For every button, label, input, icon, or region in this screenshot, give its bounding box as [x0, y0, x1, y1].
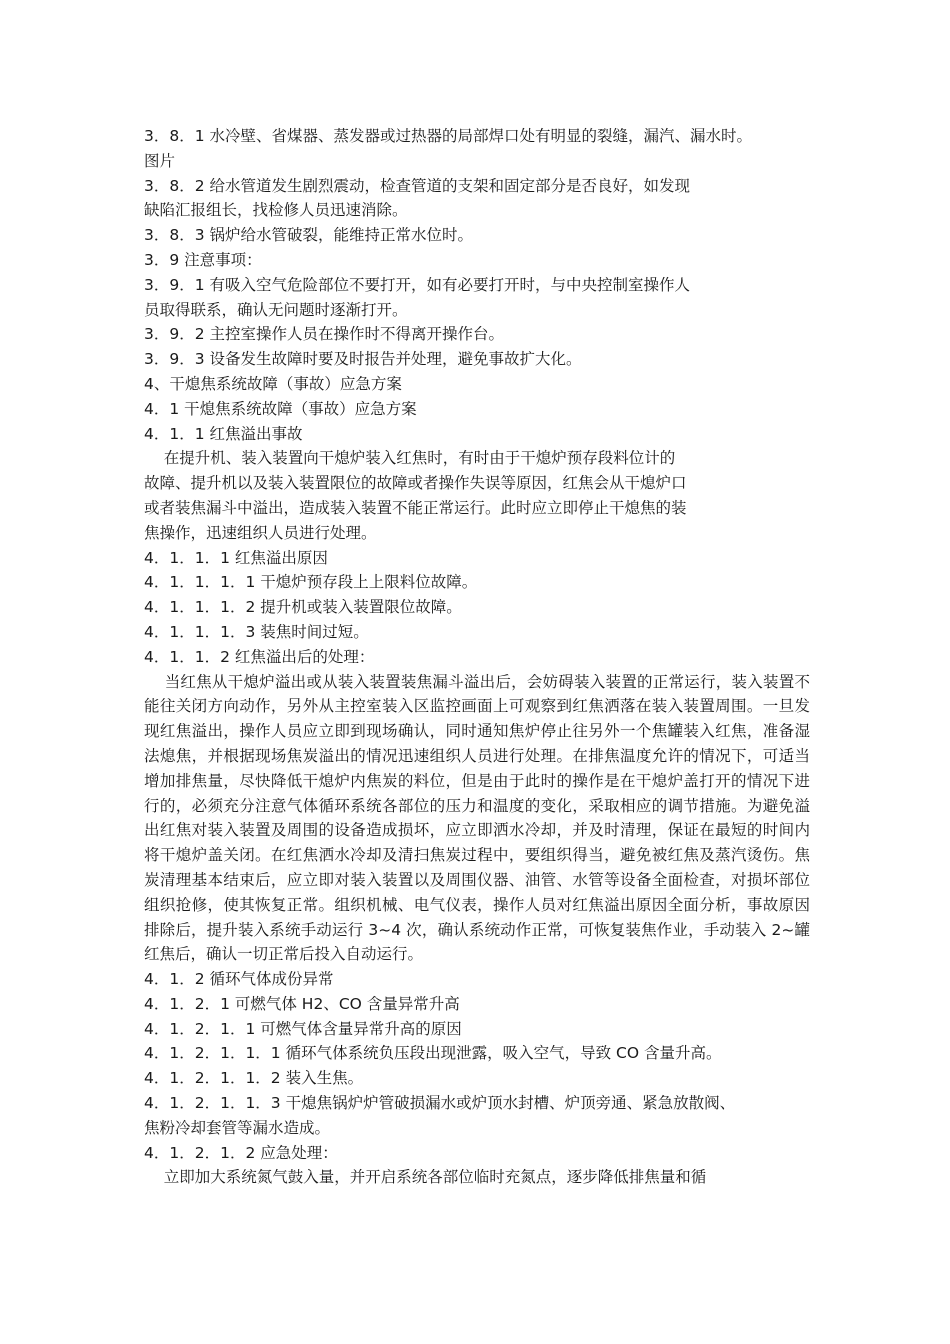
text-line: 4．1．1．1．1 干熄炉预存段上上限料位故障。	[144, 573, 478, 592]
text-line: 3．9．2 主控室操作人员在操作时不得离开操作台。	[144, 325, 505, 344]
text-line: 3．9 注意事项：	[144, 250, 262, 269]
text-line: 4．1．2 循环气体成份异常	[144, 970, 334, 989]
text-line: 4．1．1 红焦溢出事故	[144, 424, 303, 443]
text-line: 4．1．1．1．2 提升机或装入装置限位故障。	[144, 598, 462, 617]
text-line: 3．8．2 给水管道发生剧烈震动，检查管道的支架和固定部分是否良好，如发现	[144, 176, 691, 195]
text-line: 4．1 干熄焦系统故障（事故）应急方案	[144, 399, 417, 418]
text-line: 4．1．1．1 红焦溢出原因	[144, 548, 328, 567]
text-line: 4．1．1．2 红焦溢出后的处理：	[144, 647, 375, 666]
text-line: 在提升机、装入装置向干熄炉装入红焦时，有时由于干熄炉预存段料位计的	[144, 449, 676, 468]
text-line: 故障、提升机以及装入装置限位的故障或者操作失误等原因，红焦会从干熄炉口	[144, 474, 687, 493]
text-block-top	[144, 124, 810, 670]
text-line: 3．9．3 设备发生故障时要及时报告并处理，避免事故扩大化。	[144, 350, 582, 369]
text-line: 4．1．2．1．1 可燃气体含量异常升高的原因	[144, 1019, 462, 1038]
text-line: 4．1．1．1．3 装焦时间过短。	[144, 622, 369, 641]
text-line: 4、干熄焦系统故障（事故）应急方案	[144, 374, 402, 393]
text-line: 4．1．2．1．1．3 干熄焦锅炉炉管破损漏水或炉顶水封槽、炉顶旁通、紧急放散阀、	[144, 1094, 736, 1113]
text-line: 或者装焦漏斗中溢出，造成装入装置不能正常运行。此时应立即停止干熄焦的装	[144, 498, 687, 517]
text-block-bottom	[144, 967, 810, 1190]
text-line: 缺陷汇报组长，找检修人员迅速消除。	[144, 201, 408, 220]
text-line: 焦粉冷却套管等漏水造成。	[144, 1118, 331, 1137]
text-line: 3．9．1 有吸入空气危险部位不要打开，如有必要打开时，与中央控制室操作人	[144, 275, 691, 294]
text-line: 3．8．3 锅炉给水管破裂，能维持正常水位时。	[144, 226, 474, 245]
document-page	[144, 124, 810, 1190]
text-line: 焦操作，迅速组织人员进行处理。	[144, 523, 377, 542]
text-line: 员取得联系，确认无问题时逐渐打开。	[144, 300, 408, 319]
text-line: 图片	[144, 151, 176, 170]
text-line: 3．8．1 水冷壁、省煤器、蒸发器或过热器的局部焊口处有明显的裂缝，漏汽、漏水时。	[144, 127, 753, 145]
text-line: 4．1．2．1．1．1 循环气体系统负压段出现泄露，吸入空气，导致 CO 含量升高。	[144, 1044, 722, 1063]
text-line: 立即加大系统氮气鼓入量，并开启系统各部位临时充氮点，逐步降低排焦量和循	[144, 1168, 707, 1187]
text-line: 4．1．2．1．1．2 装入生焦。	[144, 1069, 364, 1088]
body-paragraph: 当红焦从干熄炉溢出或从装入装置装焦漏斗溢出后，会妨碍装入装置的正常运行，装入装置不能往关闭方向动作，另外从主控室装入区监控画面上可观察到红焦洒落在装入装置周围。一旦发现红焦溢出，操作人员应立即到现场确认，同时通知焦炉停止往另外一个焦罐装入红焦，准备湿法熄焦，并根据现场焦炭溢出的情况迅速组织人员进行处理。在排焦温度允许的情况下，可适当增加排焦量，尽快降低干熄炉内焦炭的料位，但是由于此时的操作是在干熄炉盖打开的情况下进行的，必须充分注意气体循环系统各部位的压力和温度的变化，采取相应的调节措施。为避免溢出红焦对装入装置及周围的设备造成损坏，应立即洒水冷却，并及时清理，保证在最短的时间内将干熄炉盖关闭。在红焦洒水冷却及清扫焦炭过程中，要组织得当，避免被红焦及蒸汽烫伤。焦炭清理基本结束后，应立即对装入装置以及周围仪器、油管、水管等设备全面检查，对损坏部位组织抢修，使其恢复正常。组织机械、电气仪表，操作人员对红焦溢出原因全面分析，事故原因排除后，提升装入系统手动运行 3~4 次，确认系统动作正常，可恢复装焦作业，手动装入 2~罐红焦后，确认一切正常后投入自动运行。	[144, 672, 810, 964]
text-line: 4．1．2．1 可燃气体 H2、CO 含量异常升高	[144, 994, 460, 1013]
text-line: 4．1．2．1．2 应急处理：	[144, 1143, 338, 1162]
